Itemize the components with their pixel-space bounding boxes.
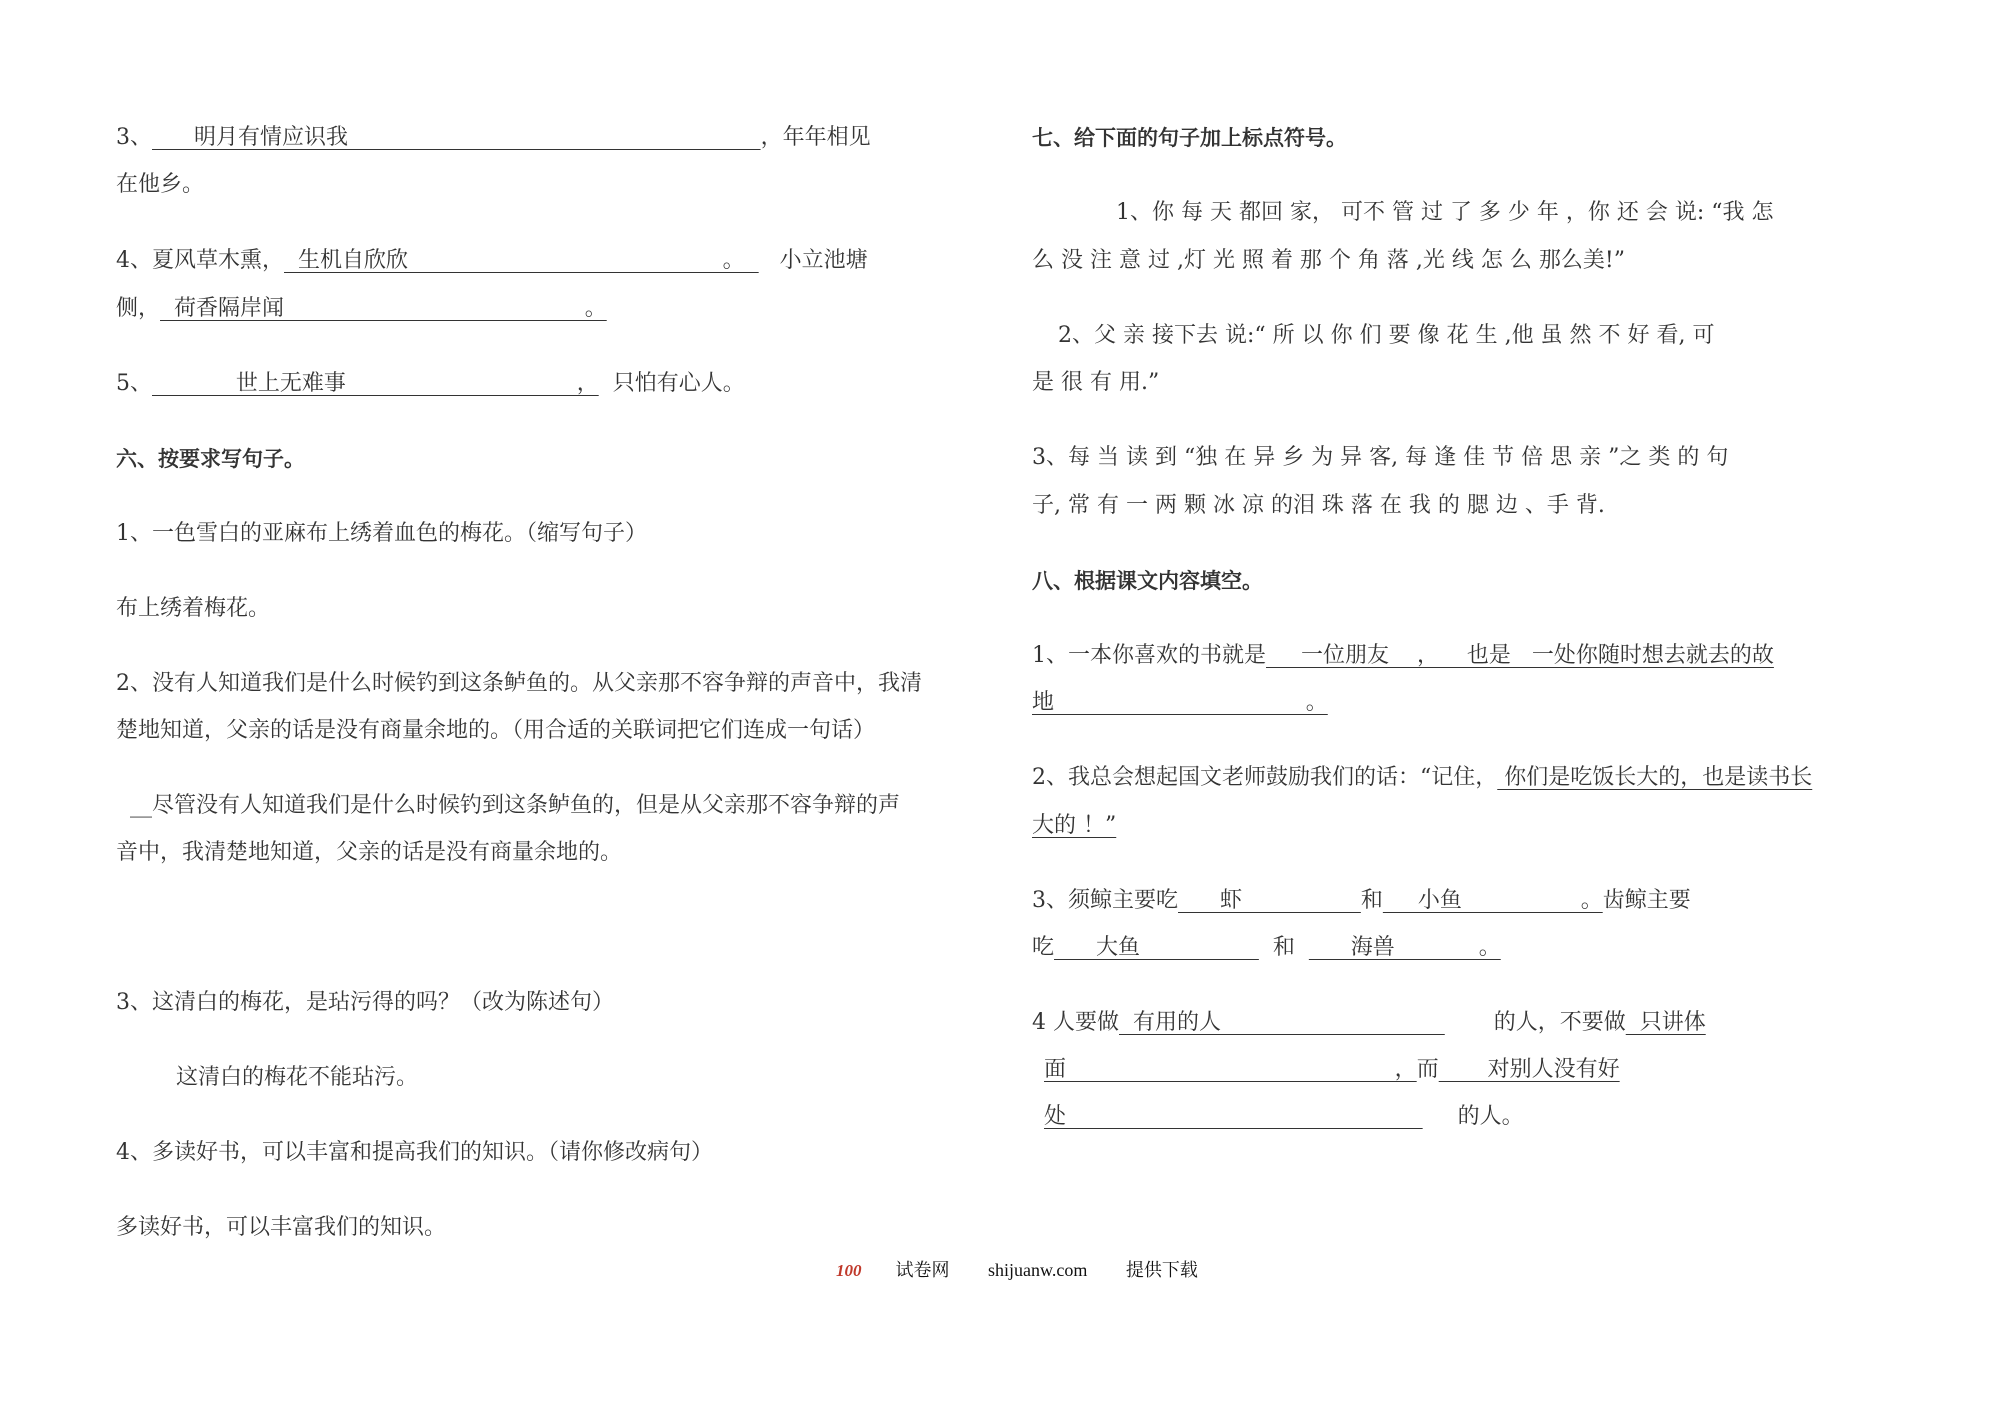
s8-4-answer1: 有用的人 (1119, 1010, 1445, 1035)
q3-tail: 年年相见 (782, 125, 871, 150)
s8-4-answer3-cont: 处 (1044, 1104, 1423, 1129)
s8-3-line1 (1032, 886, 1691, 916)
s8-4-line3 (1044, 1102, 1524, 1132)
s8-3-line2-prefix: 吃 (1032, 935, 1055, 960)
section6-heading: 六、按要求写句子。 (116, 447, 305, 471)
q4-prefix: 4、夏风草木熏， (116, 248, 284, 273)
s6-q4: 4、多读好书，可以丰富和提高我们的知识。（请你修改病句） (116, 1140, 713, 1165)
s7-2-line2: 是 很 有 用.” (1032, 370, 1160, 395)
q3-line2: 在他乡。 (116, 172, 205, 197)
q4-line2 (116, 294, 607, 324)
s8-3-answer2: 小鱼 。 (1382, 888, 1603, 913)
s8-3-and: 和 (1360, 888, 1383, 913)
s8-2-answer-cont: 大的 ！” (1032, 813, 1117, 838)
s6-a2-line2: 音中，我清楚地知道，父亲的话是没有商量余地的。 (116, 840, 623, 865)
s8-1-answer-cont: 地 。 (1032, 690, 1328, 715)
q4-mid: 小立池塘 (758, 248, 868, 273)
s8-1-prefix: 1、一本你喜欢的书就是 (1032, 643, 1266, 668)
s7-3-line1: 3、每 当 读 到 “独 在 异 乡 为 异 客, 每 逢 佳 节 倍 思 亲 ”之 类 的 句 (1032, 445, 1729, 470)
site-logo: 100 (836, 1261, 862, 1280)
s8-2-prefix: 2、我总会想起国文老师鼓励我们的话：“记住， (1032, 765, 1498, 790)
q3-line1 (116, 123, 871, 153)
section7-heading: 七、给下面的句子加上标点符号。 (1032, 126, 1347, 150)
s8-4-mid2: 而 (1416, 1057, 1439, 1082)
s8-3-and2: 和 (1258, 935, 1309, 960)
s8-4-answer2: 只讲体 (1625, 1010, 1706, 1035)
s6-a1: 布上绣着梅花。 (116, 596, 271, 621)
s8-1-line1 (1032, 641, 1774, 671)
q5-tail: 只怕有心人。 (598, 371, 745, 396)
q5-line (116, 369, 745, 399)
s8-4-answer3: 对别人没有好 (1438, 1057, 1620, 1082)
s8-4-tail: 的人。 (1422, 1104, 1524, 1129)
q5-answer: 世上无难事 ， (152, 371, 599, 396)
s8-3-answer1: 虾 (1178, 888, 1361, 913)
s8-3-tail: 齿鲸主要 (1602, 888, 1691, 913)
s8-3-prefix: 3、须鲸主要吃 (1032, 888, 1178, 913)
s6-a3: 这清白的梅花不能玷污。 (176, 1065, 419, 1090)
s7-2-line1: 2、父 亲 接下去 说:“ 所 以 你 们 要 像 花 生 ,他 虽 然 不 好 看, 可 (1058, 323, 1715, 348)
site-name: 试卷网 (895, 1260, 950, 1280)
s8-4-line2 (1044, 1055, 1620, 1085)
s8-1-line2 (1032, 688, 1328, 718)
q4-answer2: 荷香隔岸闻 。 (160, 296, 607, 321)
s7-3-line2: 子, 常 有 一 两 颗 冰 凉 的泪 珠 落 在 我 的 腮 边 、手 背. (1032, 493, 1605, 518)
q4-answer1: 生机自欣欣 。 (284, 248, 759, 273)
site-domain: shijuanw.com (988, 1260, 1088, 1280)
site-brand (836, 1260, 950, 1280)
s6-q3: 3、这清白的梅花，是玷污得的吗？（改为陈述句） (116, 990, 614, 1015)
s8-2-line1 (1032, 763, 1812, 793)
s6-q2-line1: 2、没有人知道我们是什么时候钓到这条鲈鱼的。从父亲那不容争辩的声音中，我清 (116, 671, 922, 696)
q3-prefix: 3、 (116, 125, 152, 150)
q4-line1 (116, 246, 868, 276)
s6-q2-line2: 楚地知道，父亲的话是没有商量余地的。（用合适的关联词把它们连成一句话） (116, 718, 876, 743)
s8-4-prefix: 4 人要做 (1032, 1010, 1119, 1035)
section8-heading: 八、根据课文内容填空。 (1032, 569, 1263, 593)
q3-answer: 明月有情应识我 (152, 125, 761, 150)
s8-3-answer4: 海兽 。 (1308, 935, 1501, 960)
s7-1-line1: 1、你 每 天 都回 家， 可不 管 过 了 多 少 年 ，你 还 会 说: “我 怎 (1116, 200, 1774, 225)
s8-4-line1 (1032, 1008, 1706, 1038)
q4-line2-prefix: 侧， (116, 296, 161, 321)
s8-3-line2 (1032, 933, 1501, 963)
s8-2-line2 (1032, 811, 1116, 841)
s8-1-answer: 一位朋友 ， 也是 一处你随时想去就去的故 (1266, 643, 1774, 668)
q3-comma: ， (760, 125, 783, 150)
footer (836, 1256, 1232, 1282)
s8-2-answer: 你们是吃饭长大的，也是读书长 (1497, 765, 1813, 790)
s7-1-line2: 么 没 注 意 过 ,灯 光 照 着 那 个 角 落 ,光 线 怎 么 那么美!” (1032, 248, 1625, 273)
s6-q1: 1、一色雪白的亚麻布上绣着血色的梅花。（缩写句子） (116, 521, 647, 546)
q5-prefix: 5、 (116, 371, 152, 396)
s8-3-answer3: 大鱼 (1054, 935, 1259, 960)
s6-a4: 多读好书，可以丰富我们的知识。 (116, 1215, 447, 1240)
s8-4-answer2-cont: 面 ， (1044, 1057, 1417, 1082)
download-note: 提供下载 (1125, 1260, 1198, 1280)
s6-a2-line1: __尽管没有人知道我们是什么时候钓到这条鲈鱼的，但是从父亲那不容争辩的声 (116, 793, 900, 818)
s8-4-mid: 的人，不要做 (1444, 1010, 1626, 1035)
